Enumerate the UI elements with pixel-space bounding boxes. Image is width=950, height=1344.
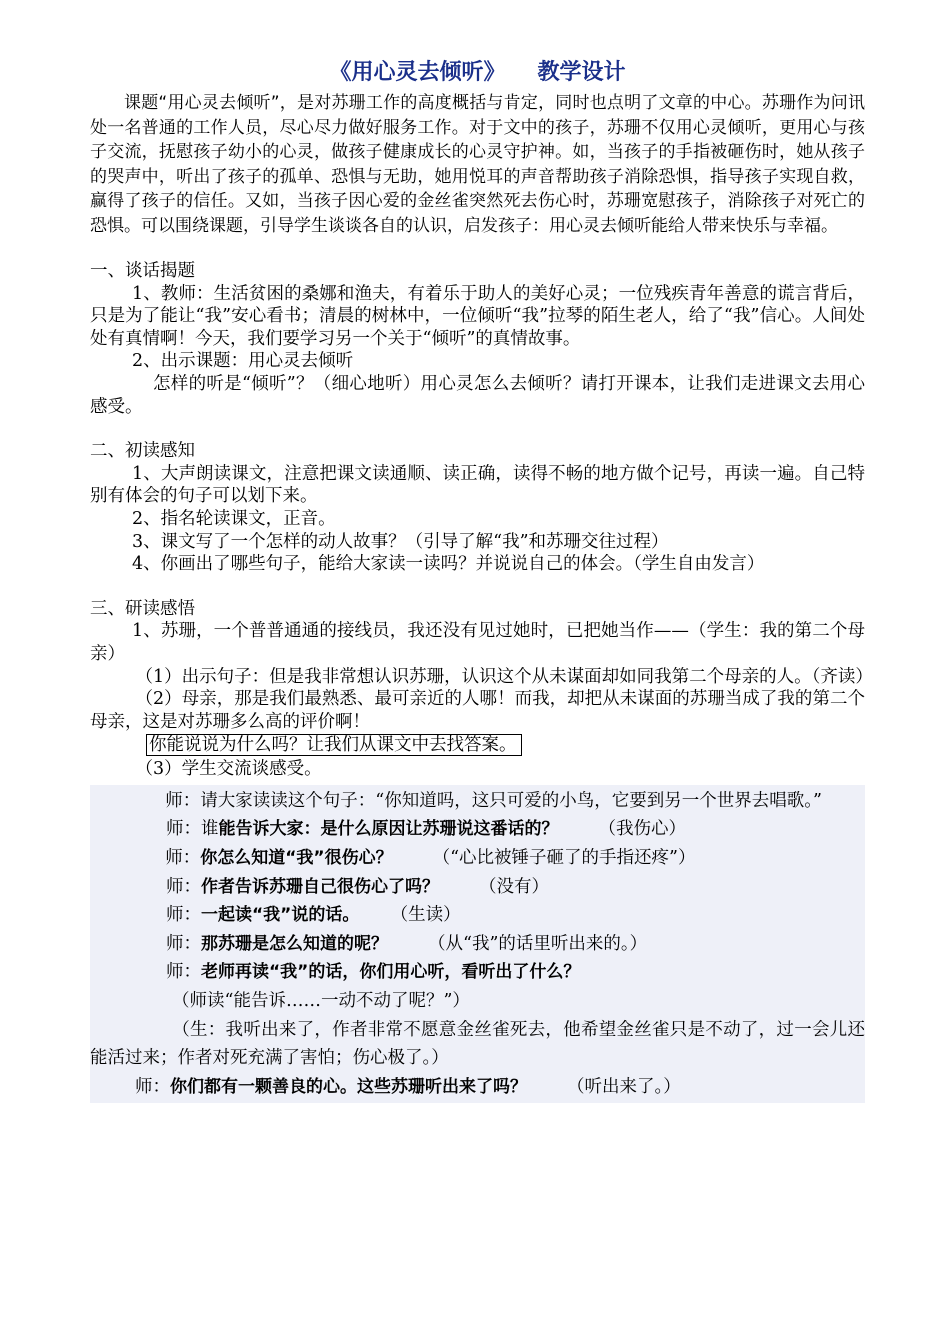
section3-heading: 三、研读感悟 <box>90 598 195 619</box>
section3-p3: （2）母亲，那是我们最熟悉、最可亲近的人哪！而我，却把从未谋面的苏珊当成了我的第二个母亲，这是对苏珊多么高的评价啊！ <box>90 689 865 732</box>
section3-p1: 1、苏珊，一个普普通通的接线员，我还没有见过她时，已把她当作——（学生：我的第二个母亲） <box>90 621 865 664</box>
dialog-line-3-question: 你怎么知道“我”很伤心？ <box>200 848 393 869</box>
section3-p4: （3）学生交流谈感受。 <box>135 759 322 780</box>
section1-heading: 一、谈话揭题 <box>90 261 195 281</box>
dialog-line-2 <box>90 815 865 844</box>
intro-paragraph: 课题“用心灵去倾听”，是对苏珊工作的高度概括与肯定，同时也点明了文章的中心。苏珊作为问讯处一名普通的工作人员，尽心尽力做好服务工作。对于文中的孩子，苏珊不仅用心灵倾听，更用心与孩子交流，抚慰孩子幼小的心灵，做孩子健康成长的心灵守护神。如，当孩子的手指被砸伤时，她从孩子的哭声中，听出了孩子的孤单、恐惧与无助，她用悦耳的声音帮助孩子消除恐惧，指导孩子实现自救，赢得了孩子的信任。又如，当孩子因心爱的金丝雀突然死去伤心时，苏珊宽慰孩子，消除孩子对死亡的恐惧。可以围绕课题，引导学生谈谈各自的认识，启发孩子：用心灵去倾听能给人带来快乐与幸福。 <box>90 93 865 236</box>
dialog-line-4-prefix: 师： <box>166 876 201 897</box>
dialog-line-2-prefix: 师：谁 <box>166 819 219 840</box>
dialog-line-2-question: 能告诉大家：是什么原因让苏珊说这番话的？ <box>218 819 559 840</box>
dialog-line-10-prefix: 师： <box>135 1076 170 1097</box>
dialog-line-6-question: 那苏珊是怎么知道的呢？ <box>201 933 388 954</box>
document-page <box>90 58 873 1103</box>
dialog-line-7-question: 老师再读“我”的话，你们用心听，看听出了什么？ <box>201 962 581 983</box>
dialog-line-5 <box>90 901 865 930</box>
section2-p4: 4、你画出了哪些句子，能给大家读一读吗？并说说自己的体会。（学生自由发言） <box>132 554 765 575</box>
boxed-question-line <box>90 734 865 756</box>
dialog-line-7-prefix: 师： <box>166 962 201 983</box>
section2-heading: 二、初读感知 <box>90 441 195 462</box>
dialog-line-5-prefix: 师： <box>166 905 201 926</box>
dialog-line-4-question: 作者告诉苏珊自己很伤心了吗？ <box>201 876 439 897</box>
dialog-line-1: 师：请大家读读这个句子：“你知道吗，这只可爱的小鸟，它要到另一个世界去唱歌。” <box>165 790 822 811</box>
dialog-line-6-answer: （从“我”的话里听出来的。） <box>428 933 648 954</box>
document-title <box>90 58 865 88</box>
title-main: 《用心灵去倾听》 <box>329 60 506 85</box>
dialog-line-3-answer: （“心比被锤子砸了的手指还疼”） <box>432 848 696 869</box>
dialog-line-10-answer: （听出来了。） <box>567 1076 681 1097</box>
boxed-question: 你能说说为什么吗？让我们从课文中去找答案。 <box>146 734 522 756</box>
section1-p1: 1、教师：生活贫困的桑娜和渔夫，有着乐于助人的美好心灵；一位残疾青年善意的谎言背后，只是为了能让“我”安心看书；清晨的树林中，一位倾听“我”拉琴的陌生老人，给了“我”信心。人间处处有真情啊！今天，我们要学习另一个关于“倾听”的真情故事。 <box>90 283 865 349</box>
section2-p2: 2、指名轮读课文，正音。 <box>132 508 336 529</box>
dialog-line-4-answer: （没有） <box>479 876 549 897</box>
dialog-line-5-answer: （生读） <box>399 905 461 926</box>
dialog-block <box>90 785 865 1104</box>
dialog-line-10-question: 你们都有一颗善良的心。这些苏珊听出来了吗？ <box>170 1076 527 1097</box>
dialog-line-3-prefix: 师： <box>165 848 201 869</box>
dialog-line-6 <box>90 930 865 959</box>
section3-p2: （1）出示句子：但是我非常想认识苏珊，认识这个从未谋面却如同我第二个母亲的人。（齐读） <box>135 666 873 687</box>
dialog-line-5-question: 一起读“我”说的话。 <box>201 905 360 926</box>
dialog-line-8: （师读“能告诉……一动不动了呢？”） <box>172 991 470 1012</box>
dialog-line-7 <box>90 958 865 987</box>
dialog-line-3 <box>90 844 865 873</box>
title-sub: 教学设计 <box>537 60 626 85</box>
section1-p2: 2、出示课题：用心灵去倾听 <box>132 351 354 372</box>
dialog-line-6-prefix: 师： <box>166 933 201 954</box>
dialog-line-9: （生：我听出来了，作者非常不愿意金丝雀死去，他希望金丝雀只是不动了，过一会儿还能活过来；作者对死充满了害怕；伤心极了。） <box>90 1019 865 1069</box>
section2-p1: 1、大声朗读课文，注意把课文读通顺、读正确，读得不畅的地方做个记号，再读一遍。自己特别有体会的句子可以划下来。 <box>90 463 865 507</box>
section2-p3: 3、课文写了一个怎样的动人故事？（引导了解“我”和苏珊交往过程） <box>132 531 669 552</box>
dialog-line-2-answer: （我伤心） <box>598 819 686 840</box>
section1-p3: 怎样的听是“倾听”？（细心地听）用心灵怎么去倾听？请打开课本，让我们走进课文去用心感受。 <box>90 373 865 417</box>
dialog-line-4 <box>90 873 865 902</box>
dialog-line-10 <box>90 1073 865 1102</box>
